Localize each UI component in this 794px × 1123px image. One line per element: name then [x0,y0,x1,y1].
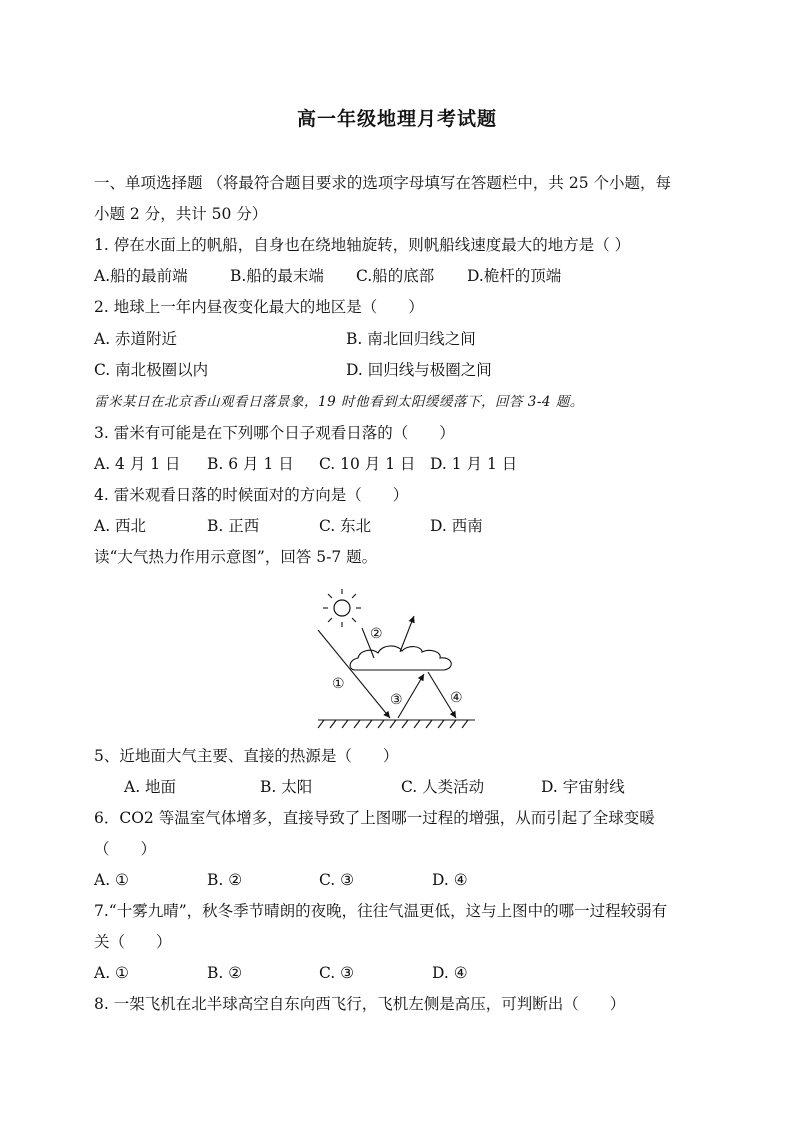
q2-option-c[interactable]: C. 南北极圈以内 [94,361,209,379]
q1-option-d[interactable]: D.桅杆的顶端 [467,267,562,285]
q2-option-d[interactable]: D. 回归线与极圈之间 [346,361,492,379]
q6-option-d[interactable]: D. ④ [432,871,468,889]
q1-option-a[interactable]: A.船的最前端 [94,267,188,285]
q7-option-b[interactable]: B. ② [207,964,243,982]
ray-1-arrow [318,630,390,718]
q5-option-d[interactable]: D. 宇宙射线 [541,778,625,796]
passage-5-7: 读“大气热力作用示意图”，回答 5-7 题。 [94,548,378,566]
page-title: 高一年级地理月考试题 [296,108,497,130]
sun-icon [323,589,361,627]
q6-option-c[interactable]: C. ③ [319,871,355,889]
q5-option-b[interactable]: B. 太阳 [260,778,313,796]
question-6-stem-cont: （ ） [94,840,157,858]
q3-option-d[interactable]: D. 1 月 1 日 [430,455,518,473]
q1-option-c[interactable]: C.船的底部 [356,267,435,285]
q3-option-b[interactable]: B. 6 月 1 日 [207,455,294,473]
question-2-stem: 2. 地球上一年内昼夜变化最大的地区是（ ） [94,298,424,316]
q5-option-c[interactable]: C. 人类活动 [401,778,485,796]
q7-option-c[interactable]: C. ③ [319,964,355,982]
diagram-label-4: ④ [450,690,463,706]
question-7-stem-cont: 关（ ） [94,933,172,951]
question-6-stem: 6．CO2 等温室气体增多，直接导致了上图哪一过程的增强，从而引起了全球变暖 [94,809,655,827]
diagram-label-2: ② [370,626,383,642]
atmosphere-heating-diagram [310,588,485,733]
diagram-label-3: ③ [390,692,403,708]
question-4-stem: 4. 雷米观看日落的时候面对的方向是（ ） [94,486,409,504]
question-8-stem: 8. 一架飞机在北半球高空自东向西飞行，飞机左侧是高压，可判断出（ ） [94,995,626,1013]
q3-option-a[interactable]: A. 4 月 1 日 [94,455,181,473]
q4-option-b[interactable]: B. 正西 [207,517,260,535]
q6-option-a[interactable]: A. ① [94,871,129,889]
q6-option-b[interactable]: B. ② [207,871,243,889]
q4-option-a[interactable]: A. 西北 [94,517,147,535]
question-3-stem: 3. 雷米有可能是在下列哪个日子观看日落的（ ） [94,424,455,442]
q7-option-a[interactable]: A. ① [94,964,129,982]
section-heading: 一、单项选择题 （将最符合题目要求的选项字母填写在答题栏中，共 25 个小题，每 [94,174,672,192]
section-heading-cont: 小题 2 分，共计 50 分） [94,205,268,223]
question-5-stem: 5、近地面大气主要、直接的热源是（ ） [94,747,399,765]
q2-option-a[interactable]: A. 赤道附近 [94,330,178,348]
question-7-stem: 7.“十雾九晴”，秋冬季节晴朗的夜晚，往往气温更低，这与上图中的哪一过程较弱有 [94,902,668,920]
q7-option-d[interactable]: D. ④ [432,964,468,982]
q1-option-b[interactable]: B.船的最末端 [230,267,324,285]
ground-line [318,720,475,728]
q5-option-a[interactable]: A. 地面 [124,778,177,796]
q3-option-c[interactable]: C. 10 月 1 日 [319,455,416,473]
passage-3-4: 雷米某日在北京香山观看日落景象，19 时他看到太阳缓缓落下，回答 3-4 题。 [94,394,584,410]
q4-option-c[interactable]: C. 东北 [319,517,372,535]
q2-option-b[interactable]: B. 南北回归线之间 [346,330,476,348]
diagram-label-1: ① [332,676,345,692]
question-1-stem: 1. 停在水面上的帆船，自身也在绕地轴旋转，则帆船线速度最大的地方是（ ） [94,236,631,254]
q4-option-d[interactable]: D. 西南 [430,517,483,535]
